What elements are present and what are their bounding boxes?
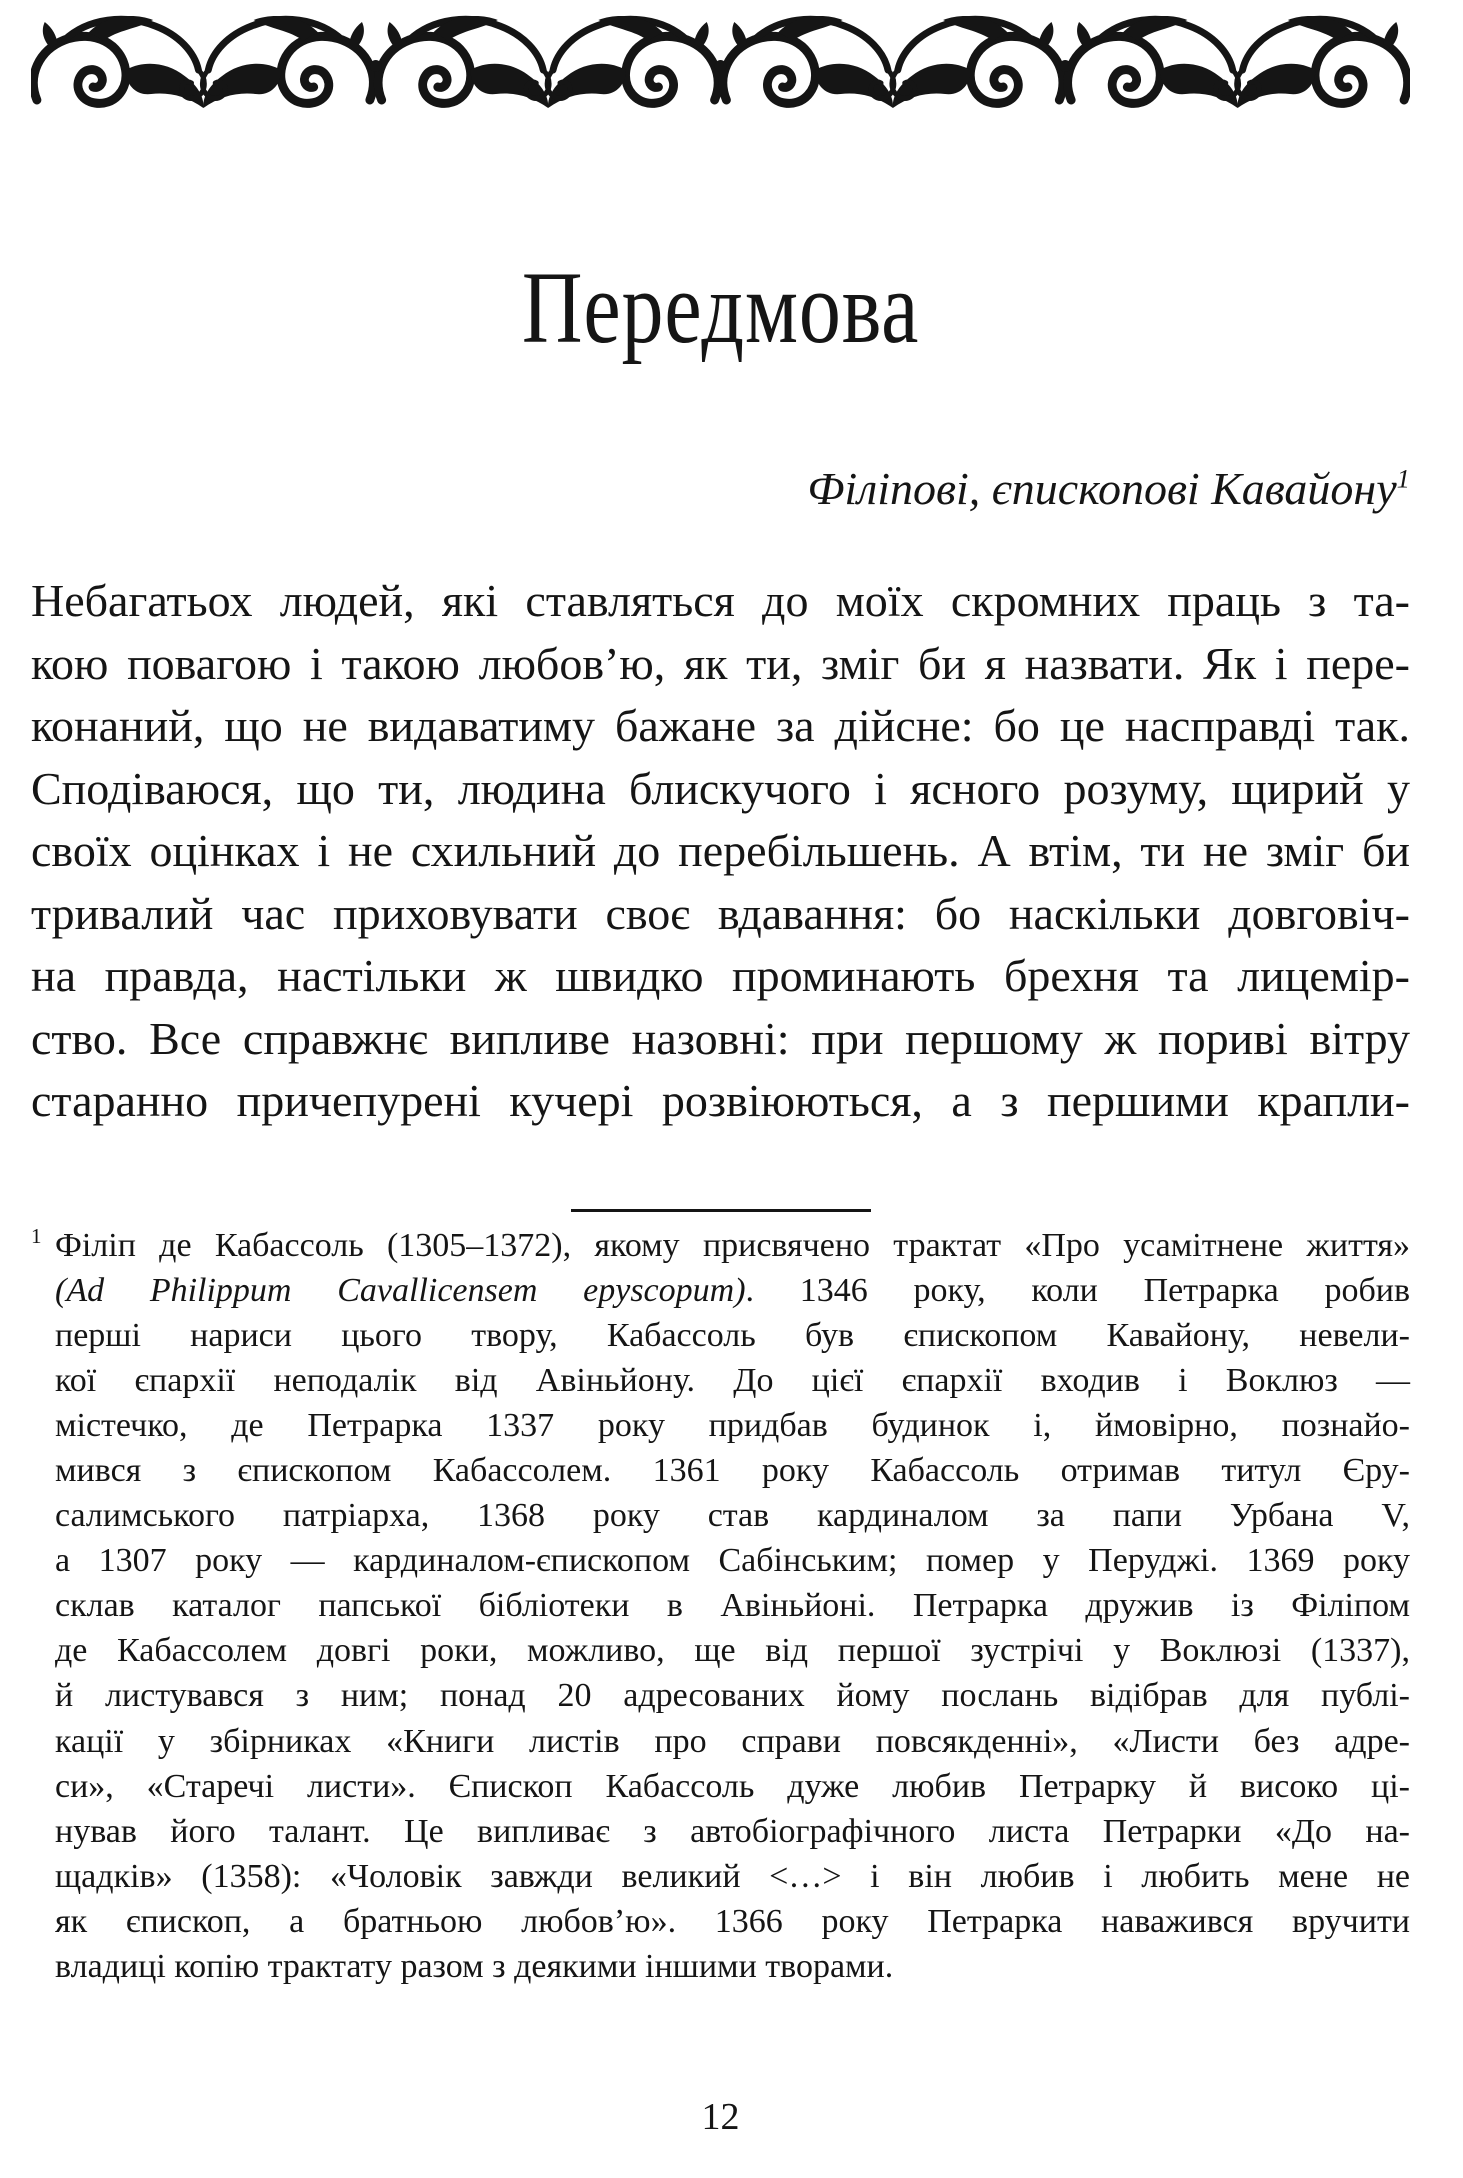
footnote-text-segment: нував його талант. Це випливає з автобіографічного листа Петрарки «До на-: [55, 1812, 1410, 1850]
body-line: [31, 1070, 1410, 1133]
body-text-segment: Небагатьох людей, які ставляться до моїх скромних праць з та-: [31, 575, 1410, 626]
body-text-segment: старанно причепурені кучері розвіюються, а з першими крапли-: [31, 1075, 1410, 1126]
body-line: [31, 820, 1410, 883]
footnote-line: $^1$ Філіп де Кабассоль (1305–1372), якому присвячено трактат «Про усамітнене життя»: [31, 1224, 1410, 1264]
body-line: [31, 695, 1410, 758]
body-line: [31, 570, 1410, 633]
page-number: 12: [701, 2096, 740, 2139]
chapter-title-text: Передмова: [521, 250, 920, 365]
body-line: [31, 633, 1410, 696]
footnote-text-segment: містечко, де Петрарка 1337 року придбав будинок і, ймовірно, познайо-: [55, 1406, 1410, 1444]
footnote-text-segment: си», «Старечі листи». Єпископ Кабассоль дуже любив Петрарку й високо ці-: [55, 1767, 1410, 1805]
body-line: [31, 883, 1410, 946]
dedication: [31, 462, 1410, 516]
footnote-line: [55, 1899, 1410, 1944]
footnote-line: [55, 1809, 1410, 1854]
body-line: [31, 945, 1410, 1008]
footnote-line: [55, 1538, 1410, 1583]
footnote-line: [55, 1628, 1410, 1673]
body-line: [31, 1008, 1410, 1071]
footnote-text-segment: де Кабассолем довгі роки, можливо, ще від першої зустрічі у Воклюзі (1337),: [55, 1632, 1410, 1670]
footnote-text-segment: . 1346 року, коли Петрарка робив: [745, 1271, 1410, 1309]
ornament-header-acanthus: [31, 12, 1410, 116]
footnote-line: [55, 1358, 1410, 1403]
footnote-line: [55, 1268, 1410, 1313]
footnote-separator: [571, 1209, 871, 1212]
footnote-line: [55, 1493, 1410, 1538]
footnote-text-segment: склав каталог папської бібліотеки в Авіньйоні. Петрарка дружив із Філіпом: [55, 1587, 1410, 1625]
body-text-segment: своїх оцінках і не схильний до перебільшень. А втім, ти не зміг би: [31, 825, 1410, 876]
dedication-text: Філіпові, єпископові Кавайону: [807, 463, 1397, 514]
footnote-text-segment: й листувався з ним; понад 20 адресованих йому послань відібрав для публі-: [55, 1677, 1410, 1715]
body-text-segment: на правда, настільки ж швидко проминають брехня та лицемір-: [31, 950, 1410, 1001]
footnote-text-segment: а 1307 року — кардиналом-єпископом Сабінським; помер у Перуджі. 1369 року: [55, 1542, 1410, 1580]
footnote-line: [55, 1403, 1410, 1448]
footnote-line: [55, 1448, 1410, 1493]
footnote-line: [55, 1313, 1410, 1358]
footnote-line: [55, 1854, 1410, 1899]
footnote-line: [55, 1673, 1410, 1718]
footnote-line: [55, 1719, 1410, 1764]
body-paragraph: [31, 570, 1410, 1133]
footnote-line: [55, 1583, 1410, 1628]
footnote-text-segment: кої єпархії неподалік від Авіньйону. До цієї єпархії входив і Воклюз —: [55, 1361, 1410, 1399]
footnote-text-segment: перші нариси цього твору, Кабассоль був єпископом Кавайону, невели-: [55, 1316, 1410, 1354]
footnote-text-segment: щадків» (1358): «Чоловік завжди великий <…> і він любив і любить мене не: [55, 1857, 1410, 1895]
footnote-line: [55, 1944, 1410, 1989]
footnote-text-segment: мився з єпископом Кабассолем. 1361 року Кабассоль отримав титул Єру-: [55, 1451, 1410, 1489]
footnote-text-segment: владиці копію трактату разом з деякими іншими творами.: [55, 1948, 894, 1985]
footnote-text-segment: як єпископ, а братньою любов’ю». 1366 року Петрарка наважився вручити: [55, 1902, 1410, 1940]
body-text-segment: кою повагою і такою любов’ю, як ти, зміг би я назвати. Як і пере-: [31, 637, 1410, 689]
body-text-segment: конаний, що не видаватиму бажане за дійсне: бо це насправді так.: [31, 700, 1410, 751]
body-text-segment: ство. Все справжнє випливе назовні: при першому ж пориві вітру: [31, 1012, 1410, 1064]
footnote-text-segment: кації у збірниках «Книги листів про справи повсякденні», «Листи без адре-: [55, 1722, 1410, 1760]
body-line: [31, 758, 1410, 821]
footnote-line: [55, 1764, 1410, 1809]
footnote-text-segment: (Ad Philippum Cavallicensem epyscopum): [55, 1271, 746, 1309]
footnote-text-segment: салимського патріарха, 1368 року став кардиналом за папи Урбана V,: [55, 1497, 1410, 1535]
chapter-title: [31, 252, 1410, 364]
dedication-note-ref: 1: [1396, 463, 1410, 494]
body-text-segment: Сподіваюся, що ти, людина блискучого і ясного розуму, щирий у: [31, 762, 1410, 814]
footnote-text-segment: Філіп де Кабассоль (1305–1372), якому присвячено трактат «Про усамітнене життя»: [55, 1226, 1410, 1264]
footnote-block: [31, 1223, 1410, 1990]
body-text-segment: тривалий час приховувати своє вдавання: бо наскільки довговіч-: [31, 887, 1410, 939]
